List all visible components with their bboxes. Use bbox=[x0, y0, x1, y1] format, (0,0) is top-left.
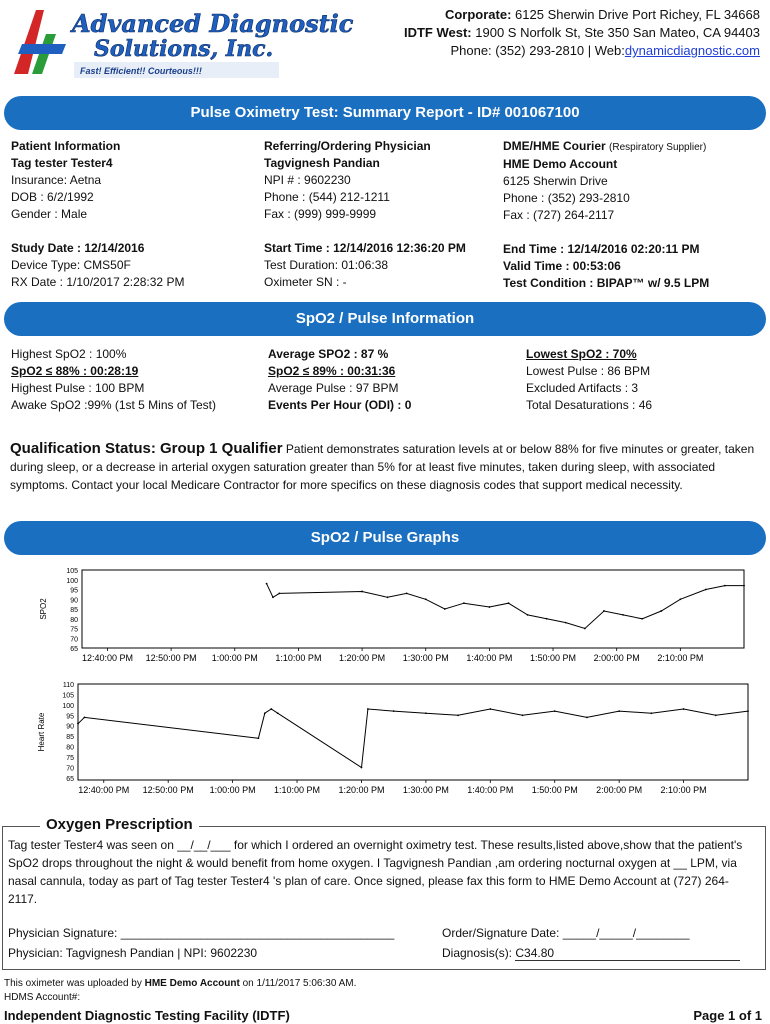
data-point bbox=[387, 596, 389, 598]
average-pulse: Average Pulse : 97 BPM bbox=[268, 381, 399, 395]
data-point bbox=[266, 583, 268, 585]
highest-spo2: Highest SpO2 : 100% bbox=[11, 347, 127, 361]
x-tick-label: 1:00:00 PM bbox=[211, 653, 258, 663]
x-tick-label: 2:00:00 PM bbox=[593, 653, 640, 663]
corporate-address: 6125 Sherwin Drive Port Richey, FL 34668 bbox=[515, 7, 760, 22]
summary-banner: Pulse Oximetry Test: Summary Report - ID# 001067100 bbox=[4, 96, 766, 130]
y-tick-label: 75 bbox=[70, 626, 78, 634]
data-point bbox=[257, 737, 259, 739]
x-tick-label: 1:50:00 PM bbox=[530, 653, 577, 663]
dme-heading-note: (Respiratory Supplier) bbox=[609, 142, 707, 153]
y-tick-label: 95 bbox=[66, 713, 74, 721]
y-tick-label: 90 bbox=[66, 723, 74, 731]
x-tick-label: 1:30:00 PM bbox=[402, 785, 449, 795]
x-tick-label: 1:10:00 PM bbox=[275, 653, 322, 663]
data-point bbox=[715, 714, 717, 716]
data-point bbox=[641, 618, 643, 620]
y-tick-label: 80 bbox=[70, 616, 78, 624]
y-tick-label: 80 bbox=[66, 744, 74, 752]
patient-name: Tag tester Tester4 bbox=[11, 156, 113, 170]
y-tick-label: 85 bbox=[66, 734, 74, 742]
oxygen-text: Tag tester Tester4 was seen on __/__/___ for which I ordered an overnight oximetry test. These results,listed above,show that the patient's SpO2 drops throughout the night & would benefit from home oxygen. I Tagvignesh Pandian ,am ordering nocturnal oxygen at __ LPM, via nasal cannula, today as part of Tag tester Tester4 's plan of care. Once signed, please fax this form to HME Demo Account at (727) 264-2117. bbox=[8, 838, 743, 906]
data-point bbox=[270, 708, 272, 710]
y-tick-label: 95 bbox=[70, 587, 78, 595]
data-point bbox=[277, 712, 279, 714]
x-tick-label: 2:10:00 PM bbox=[660, 785, 707, 795]
data-point bbox=[747, 710, 749, 712]
heart-rate-chart bbox=[0, 676, 770, 800]
x-tick-label: 1:50:00 PM bbox=[531, 785, 578, 795]
start-time: Start Time : 12/14/2016 12:36:20 PM bbox=[264, 241, 466, 255]
spo2-col-3 bbox=[526, 346, 764, 414]
dme-info bbox=[503, 138, 765, 292]
patient-insurance: Insurance: Aetna bbox=[11, 173, 102, 187]
plot-frame-1 bbox=[82, 570, 744, 648]
data-point bbox=[554, 710, 556, 712]
lowest-pulse: Lowest Pulse : 86 BPM bbox=[526, 364, 651, 378]
dme-heading: DME/HME Courier bbox=[503, 139, 606, 153]
dme-fax: Fax : (727) 264-2117 bbox=[503, 208, 615, 222]
data-point bbox=[660, 610, 662, 612]
data-point bbox=[278, 593, 280, 595]
qualification-status: Qualification Status: Group 1 Qualifier bbox=[10, 440, 283, 457]
dme-address: 6125 Sherwin Drive bbox=[503, 174, 608, 188]
x-tick-label: 1:40:00 PM bbox=[467, 785, 514, 795]
patient-gender: Gender : Male bbox=[11, 207, 88, 221]
phone-text: Phone: (352) 293-2810 | Web: bbox=[450, 43, 625, 58]
physician-heading: Referring/Ordering Physician bbox=[264, 139, 431, 153]
idtf-label: IDTF West: bbox=[403, 25, 472, 40]
x-tick-label: 1:00:00 PM bbox=[209, 785, 256, 795]
y-tick-label: 100 bbox=[62, 702, 74, 710]
end-time: End Time : 12/14/2016 02:20:11 PM bbox=[503, 242, 700, 256]
data-point bbox=[425, 598, 427, 600]
physician-fax: Fax : (999) 999-9999 bbox=[264, 207, 377, 221]
corporate-info bbox=[404, 6, 760, 60]
data-point bbox=[705, 589, 707, 591]
data-point bbox=[367, 708, 369, 710]
y-tick-label: 85 bbox=[70, 607, 78, 614]
y-axis-label: SPO2 bbox=[39, 598, 48, 620]
data-point bbox=[546, 618, 548, 620]
company-logo bbox=[6, 4, 354, 80]
y-tick-label: 110 bbox=[62, 682, 74, 689]
data-point bbox=[618, 710, 620, 712]
data-point bbox=[584, 628, 586, 630]
upload-note bbox=[4, 977, 356, 991]
spo2-col-1 bbox=[11, 346, 266, 414]
y-tick-label: 90 bbox=[70, 597, 78, 605]
hdms-account: HDMS Account#: bbox=[4, 992, 81, 1003]
data-point bbox=[724, 585, 726, 587]
y-tick-label: 65 bbox=[66, 775, 74, 783]
facility-name: Independent Diagnostic Testing Facility (IDTF) bbox=[4, 1008, 290, 1023]
y-tick-label: 70 bbox=[70, 636, 78, 644]
x-tick-label: 1:20:00 PM bbox=[339, 653, 386, 663]
y-tick-label: 105 bbox=[66, 568, 78, 575]
idtf-address: 1900 S Norfolk St, Ste 350 San Mateo, CA 94403 bbox=[475, 25, 760, 40]
y-tick-label: 70 bbox=[66, 765, 74, 773]
upload-by: HME Demo Account bbox=[144, 978, 240, 989]
svg-text:Advanced Diagnostic: Advanced Diagnostic bbox=[72, 9, 354, 38]
data-point bbox=[622, 614, 624, 616]
data-point bbox=[488, 606, 490, 608]
corporate-label: Corporate: bbox=[444, 7, 512, 22]
data-point bbox=[361, 767, 363, 769]
web-link[interactable]: dynamicdiagnostic.com bbox=[624, 43, 760, 58]
valid-time: Valid Time : 00:53:06 bbox=[503, 259, 621, 273]
data-point bbox=[586, 716, 588, 718]
patient-info bbox=[11, 138, 261, 291]
data-point bbox=[425, 712, 427, 714]
data-point bbox=[444, 608, 446, 610]
physician-npi: NPI # : 9602230 bbox=[264, 173, 351, 187]
average-spo2: Average SPO2 : 87 % bbox=[268, 347, 389, 361]
y-tick-label: 75 bbox=[66, 755, 74, 763]
physician-signature[interactable]: Physician Signature: _________________________________________ bbox=[8, 926, 395, 940]
y-tick-label: 100 bbox=[66, 577, 78, 585]
data-point bbox=[489, 708, 491, 710]
data-point bbox=[457, 714, 459, 716]
svg-text:Fast! Efficient!! Courteou: Fast! Efficient!! Courteous!!! bbox=[80, 66, 202, 76]
data-point bbox=[361, 591, 363, 593]
x-tick-label: 1:20:00 PM bbox=[338, 785, 385, 795]
dme-phone: Phone : (352) 293-2810 bbox=[503, 191, 630, 205]
rx-date: RX Date : 1/10/2017 2:28:32 PM bbox=[11, 275, 185, 289]
data-point bbox=[603, 610, 605, 612]
x-tick-label: 1:10:00 PM bbox=[274, 785, 321, 795]
physician-info bbox=[264, 138, 500, 291]
spo2-col-2 bbox=[268, 346, 518, 414]
data-point bbox=[650, 712, 652, 714]
spo2-info-banner: SpO2 / Pulse Information bbox=[4, 302, 766, 336]
excluded-artifacts: Excluded Artifacts : 3 bbox=[526, 381, 639, 395]
patient-heading: Patient Information bbox=[11, 139, 121, 153]
order-date[interactable]: Order/Signature Date: _____/_____/________ bbox=[442, 926, 690, 940]
data-point bbox=[272, 596, 274, 598]
x-tick-label: 1:30:00 PM bbox=[402, 653, 449, 663]
physician-phone: Phone : (544) 212-1211 bbox=[264, 190, 390, 204]
svg-text:Solutions, Inc.: Solutions, Inc. bbox=[94, 36, 274, 62]
x-tick-label: 12:50:00 PM bbox=[145, 653, 197, 663]
x-tick-label: 12:40:00 PM bbox=[78, 785, 130, 795]
graphs-banner: SpO2 / Pulse Graphs bbox=[4, 521, 766, 555]
data-point bbox=[679, 598, 681, 600]
patient-dob: DOB : 6/2/1992 bbox=[11, 190, 94, 204]
x-tick-label: 12:40:00 PM bbox=[81, 653, 133, 663]
awake-spo2: Awake SpO2 :99% (1st 5 Mins of Test) bbox=[11, 398, 216, 412]
qualification-section bbox=[10, 440, 762, 494]
x-tick-label: 2:10:00 PM bbox=[657, 653, 704, 663]
total-desaturations: Total Desaturations : 46 bbox=[526, 398, 653, 412]
data-point bbox=[393, 710, 395, 712]
highest-pulse: Highest Pulse : 100 BPM bbox=[11, 381, 145, 395]
device-type: Device Type: CMS50F bbox=[11, 258, 131, 272]
lowest-spo2: Lowest SpO2 : 70% bbox=[526, 347, 637, 361]
diagnosis-row bbox=[442, 946, 740, 961]
oximeter-sn: Oximeter SN : - bbox=[264, 275, 347, 289]
spo2-88: SpO2 ≤ 88% : 00:28:19 bbox=[11, 364, 139, 378]
oxygen-title: Oxygen Prescription bbox=[40, 816, 199, 833]
plot-frame-2 bbox=[78, 684, 748, 780]
test-condition: Test Condition : BIPAP™ w/ 9.5 LPM bbox=[503, 276, 710, 290]
y-tick-label: 105 bbox=[62, 692, 74, 700]
x-tick-label: 1:40:00 PM bbox=[466, 653, 513, 663]
data-point bbox=[743, 585, 745, 587]
data-point bbox=[527, 614, 529, 616]
qualification-text: Patient demonstrates saturation levels at or below 88% for five minutes or greater, taken during sleep, or a decrease in arterial oxygen saturation greater than 5% for at least five minutes, taken during sleep, with associated symptoms. Contact your local Medicare Contractor for more specifics on these diagnosis codes that support medical necessity. bbox=[10, 442, 755, 492]
data-point bbox=[565, 622, 567, 624]
study-date: Study Date : 12/14/2016 bbox=[11, 241, 145, 255]
test-duration: Test Duration: 01:06:38 bbox=[264, 258, 389, 272]
data-point bbox=[264, 712, 266, 714]
data-point bbox=[84, 716, 86, 718]
events-per-hour: Events Per Hour (ODI) : 0 bbox=[268, 398, 412, 412]
data-point bbox=[77, 723, 79, 725]
upload-post: on 1/11/2017 5:06:30 AM. bbox=[239, 978, 357, 989]
spo2-89: SpO2 ≤ 89% : 00:31:36 bbox=[268, 364, 396, 378]
y-tick-label: 65 bbox=[70, 646, 78, 653]
diagnosis-label: Diagnosis(s): bbox=[442, 946, 513, 960]
physician-line: Physician: Tagvignesh Pandian | NPI: 9602230 bbox=[8, 946, 258, 960]
x-tick-label: 2:00:00 PM bbox=[596, 785, 643, 795]
spo2-chart bbox=[0, 562, 770, 672]
dme-name: HME Demo Account bbox=[503, 157, 618, 171]
physician-name: Tagvignesh Pandian bbox=[264, 156, 380, 170]
page-number: Page 1 of 1 bbox=[693, 1008, 762, 1023]
data-point bbox=[522, 714, 524, 716]
data-point bbox=[406, 593, 408, 595]
upload-pre: This oximeter was uploaded by bbox=[4, 978, 145, 989]
y-axis-label: Heart Rate bbox=[37, 712, 46, 752]
data-point bbox=[683, 708, 685, 710]
diagnosis-value[interactable]: C34.80 bbox=[515, 946, 740, 961]
data-point bbox=[508, 602, 510, 604]
x-tick-label: 12:50:00 PM bbox=[142, 785, 194, 795]
data-point bbox=[463, 602, 465, 604]
